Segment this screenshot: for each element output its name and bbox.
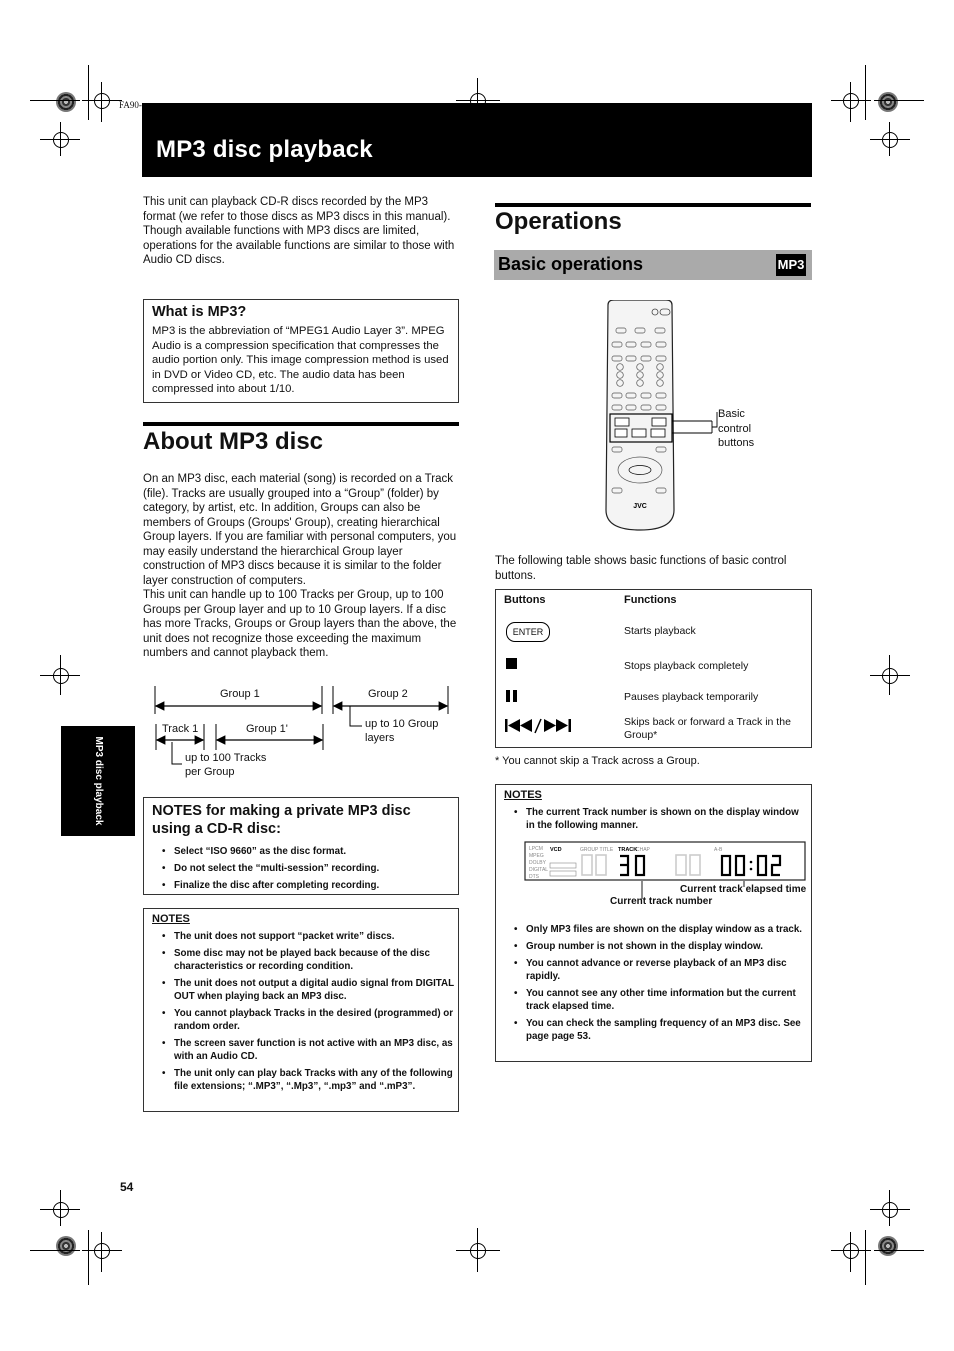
diagram-up-to-10: up to 10 Group layers xyxy=(365,718,439,744)
registration-target xyxy=(56,1236,76,1256)
label-elapsed-time: Current track elapsed time xyxy=(680,884,807,895)
crop-mark xyxy=(870,675,910,676)
crop-mark xyxy=(865,65,866,120)
pause-icon xyxy=(506,690,517,702)
registration-target xyxy=(56,92,76,112)
side-tab-label: MP3 disc playback xyxy=(93,736,104,826)
side-tab xyxy=(61,726,135,836)
page-code: FA90- xyxy=(119,100,142,110)
crop-mark xyxy=(870,1209,910,1210)
page-title: MP3 disc playback xyxy=(156,136,373,163)
crop-mark xyxy=(88,1230,89,1285)
crop-mark xyxy=(30,1250,80,1251)
stop-icon xyxy=(506,658,517,669)
crop-mark xyxy=(40,139,80,140)
crop-circle xyxy=(94,93,110,109)
operations-title: Operations xyxy=(495,208,622,235)
svg-text:DIGITAL: DIGITAL xyxy=(529,867,549,873)
crop-circle xyxy=(53,1202,69,1218)
functions-table xyxy=(495,589,812,748)
intro-paragraph: This unit can playback CD-R discs recorded by the MP3 format (we refer to those discs as MP3 discs in this manual). xyxy=(143,196,451,223)
crop-mark xyxy=(831,1250,871,1251)
crop-mark xyxy=(865,1230,866,1285)
list-item: • You cannot see any other time information but the current track elapsed time. xyxy=(526,987,806,1013)
list-item: • The current Track number is shown on the display window in the following manner. xyxy=(526,806,806,832)
svg-text:DOLBY: DOLBY xyxy=(529,860,546,866)
svg-text:MPEG: MPEG xyxy=(529,853,544,859)
function-stop: Stops playback completely xyxy=(624,660,749,672)
notes-right-title: NOTES xyxy=(504,789,542,801)
basic-operations-title: Basic operations xyxy=(498,254,644,274)
list-item: • Some disc may not be played back because of the disc characteristics or recording condition. xyxy=(174,947,454,973)
diagram-up-to-100: up to 100 Tracks per Group xyxy=(185,752,267,778)
function-skip: Skips back or forward a Track in the Group* xyxy=(624,716,791,741)
svg-text:GROUP TITLE: GROUP TITLE xyxy=(580,847,614,853)
crop-circle xyxy=(882,132,898,148)
crop-mark xyxy=(82,100,122,101)
list-item: • Do not select the “multi-session” recording. xyxy=(174,860,454,877)
notes-left-box xyxy=(143,908,459,1112)
crop-mark xyxy=(456,1250,500,1251)
registration-target xyxy=(878,92,898,112)
svg-text:LPCM: LPCM xyxy=(529,846,543,852)
table-header-functions: Functions xyxy=(624,594,677,606)
remote-brand: JVC xyxy=(633,503,647,510)
notes-right-list xyxy=(526,923,806,1043)
callout-basic-control: Basic control buttons xyxy=(718,408,755,449)
footnote: * You cannot skip a Track across a Group. xyxy=(495,755,700,767)
list-item: • You cannot playback Tracks in the desired (programmed) or random order. xyxy=(174,1007,454,1033)
section-rule xyxy=(495,203,811,207)
list-item: • Finalize the disc after completing recording. xyxy=(174,877,454,894)
intro-paragraph: Though available functions with MP3 discs are limited, operations for the available functions are similar to those with Audio CD discs. xyxy=(143,225,455,266)
crop-circle xyxy=(882,1202,898,1218)
notes-cdr-list xyxy=(174,843,454,894)
notes-left-list xyxy=(174,930,454,1093)
list-item: • Select “ISO 9660” as the disc format. xyxy=(174,843,454,860)
crop-circle xyxy=(53,668,69,684)
crop-mark xyxy=(60,1190,61,1226)
list-item: • The unit does not output a digital audio signal from DIGITAL OUT when playing back an MP3 disc. xyxy=(174,977,454,1003)
crop-circle xyxy=(94,1243,110,1259)
what-is-mp3-text: MP3 is the abbreviation of “MPEG1 Audio Layer 3”. MPEG Audio is a compression specification that compresses the audio portion only. This image compression method is used in DVD or Video CD, etc. The audio data has been compressed into about 1/10. xyxy=(152,325,449,395)
function-pause: Pauses playback temporarily xyxy=(624,691,759,703)
crop-mark xyxy=(82,1250,122,1251)
crop-circle xyxy=(470,1243,486,1259)
list-item: • Group number is not shown in the display window. xyxy=(526,940,806,953)
what-is-mp3-box xyxy=(143,299,459,403)
display-window-illustration xyxy=(524,841,806,883)
crop-mark xyxy=(88,65,89,120)
enter-button: ENTER xyxy=(506,622,550,642)
list-item: • The unit does not support “packet write” discs. xyxy=(174,930,454,943)
crop-mark xyxy=(831,100,871,101)
crop-mark xyxy=(30,100,80,101)
diagram-group1-prime: Group 1' xyxy=(246,723,288,735)
diagram-group2: Group 2 xyxy=(368,688,408,700)
notes-right-box xyxy=(495,784,812,1062)
mp3-badge: MP3 xyxy=(776,254,806,276)
crop-mark xyxy=(101,82,102,122)
what-is-mp3-title: What is MP3? xyxy=(152,304,247,320)
crop-circle xyxy=(843,93,859,109)
crop-mark xyxy=(40,1209,80,1210)
about-text xyxy=(143,472,461,661)
svg-text:VCD: VCD xyxy=(550,847,562,853)
crop-circle xyxy=(53,132,69,148)
list-item: • The unit only can play back Tracks with any of the following file extensions; “.MP3”, “.Mp3”, “.mp3” and “.mP3”. xyxy=(174,1067,454,1093)
about-paragraph-2: This unit can handle up to 100 Tracks per Group, up to 100 Groups per Group layer and up to 10 Group layers. If a disc has more Tracks, Groups or Group layers than the above, the unit does not recognize those exceeding the maximum numbers and cannot playback them. xyxy=(143,589,457,659)
function-enter: Starts playback xyxy=(624,625,696,637)
label-track-number: Current track number xyxy=(610,896,713,907)
about-paragraph-1: On an MP3 disc, each material (song) is recorded on a Track (file). Tracks are usually grouped into a “Group” (folder) by category, by artist, etc. In addition, Groups can also be members of Groups (Groups' Group), creating hierarchical Group layers. If you are familiar with personal computers, you may easily understand the hierarchical Group layer construction of MP3 discs because it is similar to the folder layer construction of computers. xyxy=(143,473,457,587)
section-rule xyxy=(143,422,459,426)
table-intro: The following table shows basic functions of basic control buttons. xyxy=(495,555,787,582)
notes-cdr-title: NOTES for making a private MP3 disc using a CD-R disc: xyxy=(152,803,411,837)
svg-text:TRACK: TRACK xyxy=(618,847,638,853)
svg-text:CHAP: CHAP xyxy=(636,847,650,853)
page-number: 54 xyxy=(120,1180,134,1194)
crop-mark xyxy=(101,1232,102,1272)
list-item: • Only MP3 files are shown on the display window as a track. xyxy=(526,923,806,936)
crop-mark xyxy=(874,1250,924,1251)
notes-left-title: NOTES xyxy=(152,913,190,925)
crop-mark xyxy=(456,100,500,101)
list-item: • You cannot advance or reverse playback of an MP3 disc rapidly. xyxy=(526,957,806,983)
crop-mark xyxy=(889,1190,890,1226)
skip-back-forward-icon xyxy=(504,718,580,734)
table-header-buttons: Buttons xyxy=(504,594,546,606)
about-title: About MP3 disc xyxy=(143,428,324,455)
crop-mark xyxy=(870,139,910,140)
list-item: • The screen saver function is not active with an MP3 disc, as with an Audio CD. xyxy=(174,1037,454,1063)
crop-mark xyxy=(850,1232,851,1272)
crop-circle xyxy=(843,1243,859,1259)
notes-right-first xyxy=(526,806,806,832)
diagram-track1: Track 1 xyxy=(162,723,199,735)
crop-mark xyxy=(850,82,851,122)
notes-cdr-box xyxy=(143,797,459,895)
intro-text xyxy=(143,195,461,268)
crop-circle xyxy=(882,668,898,684)
registration-target xyxy=(878,1236,898,1256)
list-item: • You can check the sampling frequency of an MP3 disc. See page page 53. xyxy=(526,1017,806,1043)
crop-mark xyxy=(40,675,80,676)
svg-text:DTS: DTS xyxy=(529,874,539,880)
crop-mark xyxy=(874,100,924,101)
diagram-group1: Group 1 xyxy=(220,688,260,700)
svg-text:A-B: A-B xyxy=(714,847,723,853)
